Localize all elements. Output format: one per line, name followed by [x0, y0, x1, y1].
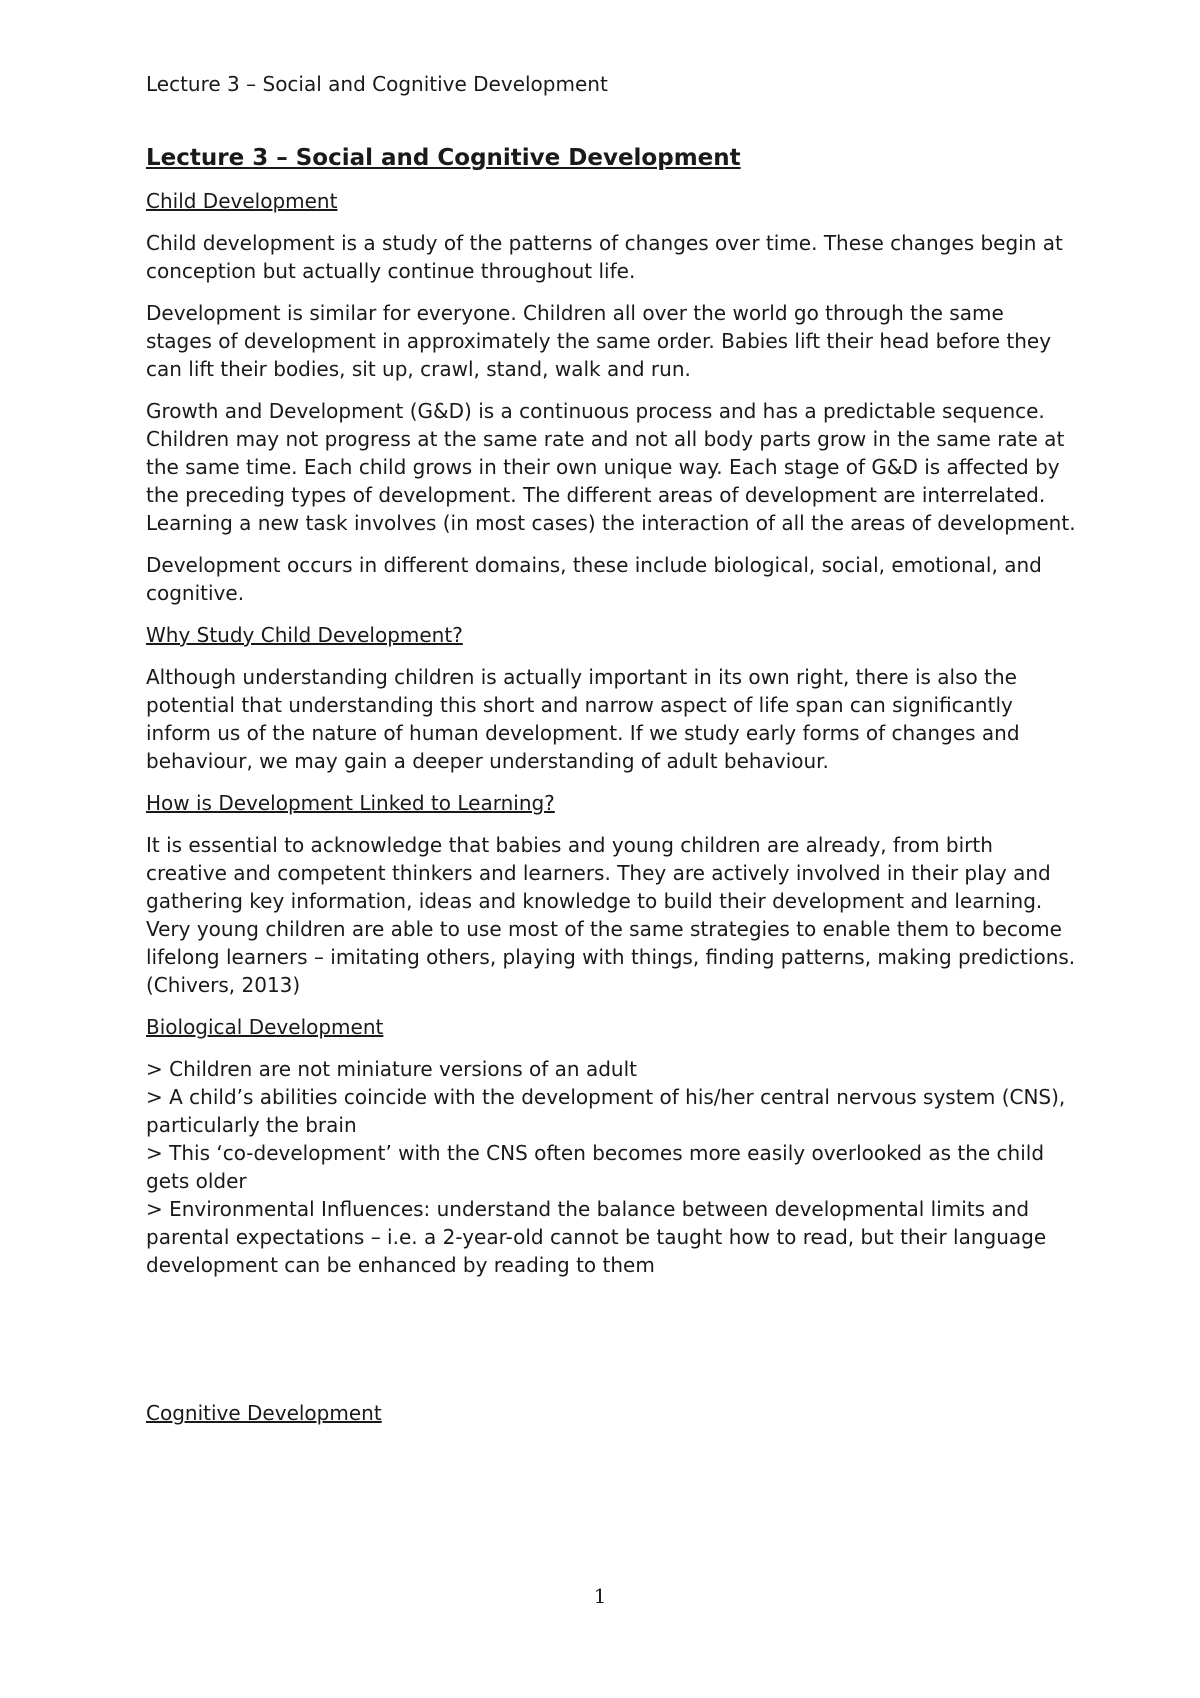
section-heading-why-study: Why Study Child Development? [146, 623, 463, 647]
document-title: Lecture 3 – Social and Cognitive Development [146, 145, 741, 171]
learning-paragraph [146, 831, 1076, 999]
list-item: > Environmental Influences: understand the balance between developmental limits and parental expectations – i.e. a 2-year-old cannot be taught how to read, but their language development can be enhanced by reading to them [146, 1197, 1047, 1277]
section-heading-child-development: Child Development [146, 189, 338, 213]
paragraph: Child development is a study of the patterns of changes over time. These changes begin at conception but actually continue throughout life. [146, 231, 1063, 283]
page-number: 1 [593, 1584, 607, 1608]
section-heading-learning: How is Development Linked to Learning? [146, 791, 555, 815]
list-item: > Children are not miniature versions of an adult [146, 1057, 637, 1081]
paragraph: Growth and Development (G&D) is a continuous process and has a predictable sequence. Children may not progress at the same rate and not all body parts grow in the same rate at the same time. Each child grows in their own unique way. Each stage of G&D is affected by the preceding types of development. The different areas of development are interrelated. Learning a new task involves (in most cases) the interaction of all the areas of development. [146, 399, 1076, 535]
section-heading-cognitive: Cognitive Development [146, 1401, 382, 1425]
document-body [146, 143, 1076, 1441]
paragraph: Development occurs in different domains, these include biological, social, emotional, and cognitive. [146, 553, 1042, 605]
list-item: > A child’s abilities coincide with the development of his/her central nervous system (CNS), particularly the brain [146, 1085, 1066, 1137]
paragraph: Although understanding children is actually important in its own right, there is also the potential that understanding this short and narrow aspect of life span can significantly inform us of the nature of human development. If we study early forms of changes and behaviour, we may gain a deeper understanding of adult behaviour. [146, 665, 1020, 773]
biological-list [146, 1055, 1076, 1279]
paragraph-line: It is essential to acknowledge that babies and young children are already, from birth creative and competent thinkers and learners. They are actively involved in their play and gathering key information, ideas and knowledge to build their development and learning. [146, 833, 1051, 913]
section-heading-biological: Biological Development [146, 1015, 384, 1039]
blank-space [146, 1293, 1076, 1399]
paragraph-line: Very young children are able to use most of the same strategies to enable them to become lifelong learners – imitating others, playing with things, finding patterns, making predictions. (Chivers, 2013) [146, 917, 1076, 997]
list-item: > This ‘co-development’ with the CNS often becomes more easily overlooked as the child gets older [146, 1141, 1045, 1193]
paragraph: Development is similar for everyone. Children all over the world go through the same stages of development in approximately the same order. Babies lift their head before they can lift their bodies, sit up, crawl, stand, walk and run. [146, 301, 1052, 381]
running-header: Lecture 3 – Social and Cognitive Development [146, 72, 608, 96]
